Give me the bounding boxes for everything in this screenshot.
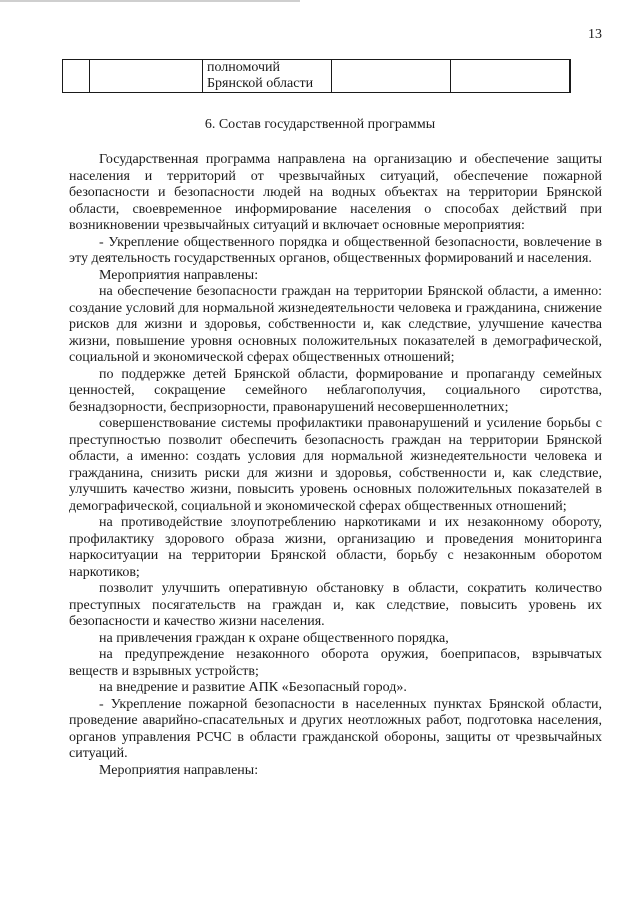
paragraph-item-public-order: - Укрепление общественного порядка и общественной безопасности, вовлечение в эту деятельность государственных органов, общественных формирований и населения. [69,234,602,266]
paragraph-safe-city: на внедрение и развитие АПК «Безопасный город». [99,680,407,695]
paragraph-crime-prevention: совершенствование системы профилактики правонарушений и усиление борьбы с преступностью позволит обеспечить безопасность граждан на территории Брянской области, а именно: создать условия для нормальной жизнедеятельности человека и гражданина, снизить риски для жизни и здоровья, собственности и, как следствие, улучшить качество жизни, повысить уровень основных положительных показателей в демографической, социальной и экономической сферах общественных отношений; [69,416,602,514]
paragraph-child-support: по поддержке детей Брянской области, формирование и пропаганду семейных ценностей, сокращение семейного неблагополучия, социального сиротства, безнадзорности, беспризорности, правонарушений несовершеннолетних; [69,366,602,415]
paragraph-measures-heading-2: Мероприятия направлены: [99,762,259,778]
paragraph-weapons-trafficking: на предупреждение незаконного оборота оружия, боеприпасов, взрывчатых веществ и взрывных устройств; [69,647,602,679]
table-cell-4 [332,60,451,93]
paragraph-item-fire-safety: - Укрепление пожарной безопасности в населенных пунктах Брянской области, проведение аварийно-спасательных и других неотложных работ, подготовка населения, органов управления РСЧС в области гражданской обороны, защиты от чрезвычайных ситуаций. [69,696,602,761]
paragraph-intro: Государственная программа направлена на организацию и обеспечение защиты населения и территорий от чрезвычайных ситуаций, обеспечение пожарной безопасности и безопасности людей на водных объектах на территории Брянской области, своевременное информирование населения о способах действий при возникновении чрезвычайных ситуаций и включает основные мероприятия: [69,152,602,233]
table-cell-5 [451,60,570,93]
table-cell-text-line-2: Брянской области [207,76,314,91]
paragraph-citizen-safety: на обеспечение безопасности граждан на территории Брянской области, а именно: создание условий для нормальной жизнедеятельности человека и гражданина, снижение рисков для жизни и здоровья, собственности и, как следствие, улучшение качества жизни, повышение уровня основных положительных показателей в демографической, социальной и экономической сферах общественных отношений; [69,284,602,365]
document-body [69,152,602,779]
table-cell-3 [203,60,332,93]
page-number: 13 [588,27,602,42]
table-cell-2 [90,60,203,93]
paragraph-operational-situation: позволит улучшить оперативную обстановку в области, сократить количество преступных посягательств на граждан и, как следствие, повысить уровень их безопасности и качество жизни населения. [69,581,602,629]
table-row [63,60,571,93]
paragraph-anti-drug: на противодействие злоупотреблению наркотиками и их незаконному обороту, профилактику здорового образа жизни, организацию и проведения мониторинга наркоситуации на территории Брянской области, борьбу с незаконным оборотом наркотиков; [69,515,602,580]
table-cell-6 [570,60,571,93]
paragraph-citizen-involvement: на привлечения граждан к охране общественного порядка, [99,630,449,646]
scan-top-line [0,0,300,2]
section-title: 6. Состав государственной программы [204,117,436,132]
table-cell-text-line-1: полномочий [207,60,281,75]
table-cell-1 [63,60,90,93]
table-fragment [62,59,571,93]
paragraph-measures-heading: Мероприятия направлены: [99,267,259,283]
